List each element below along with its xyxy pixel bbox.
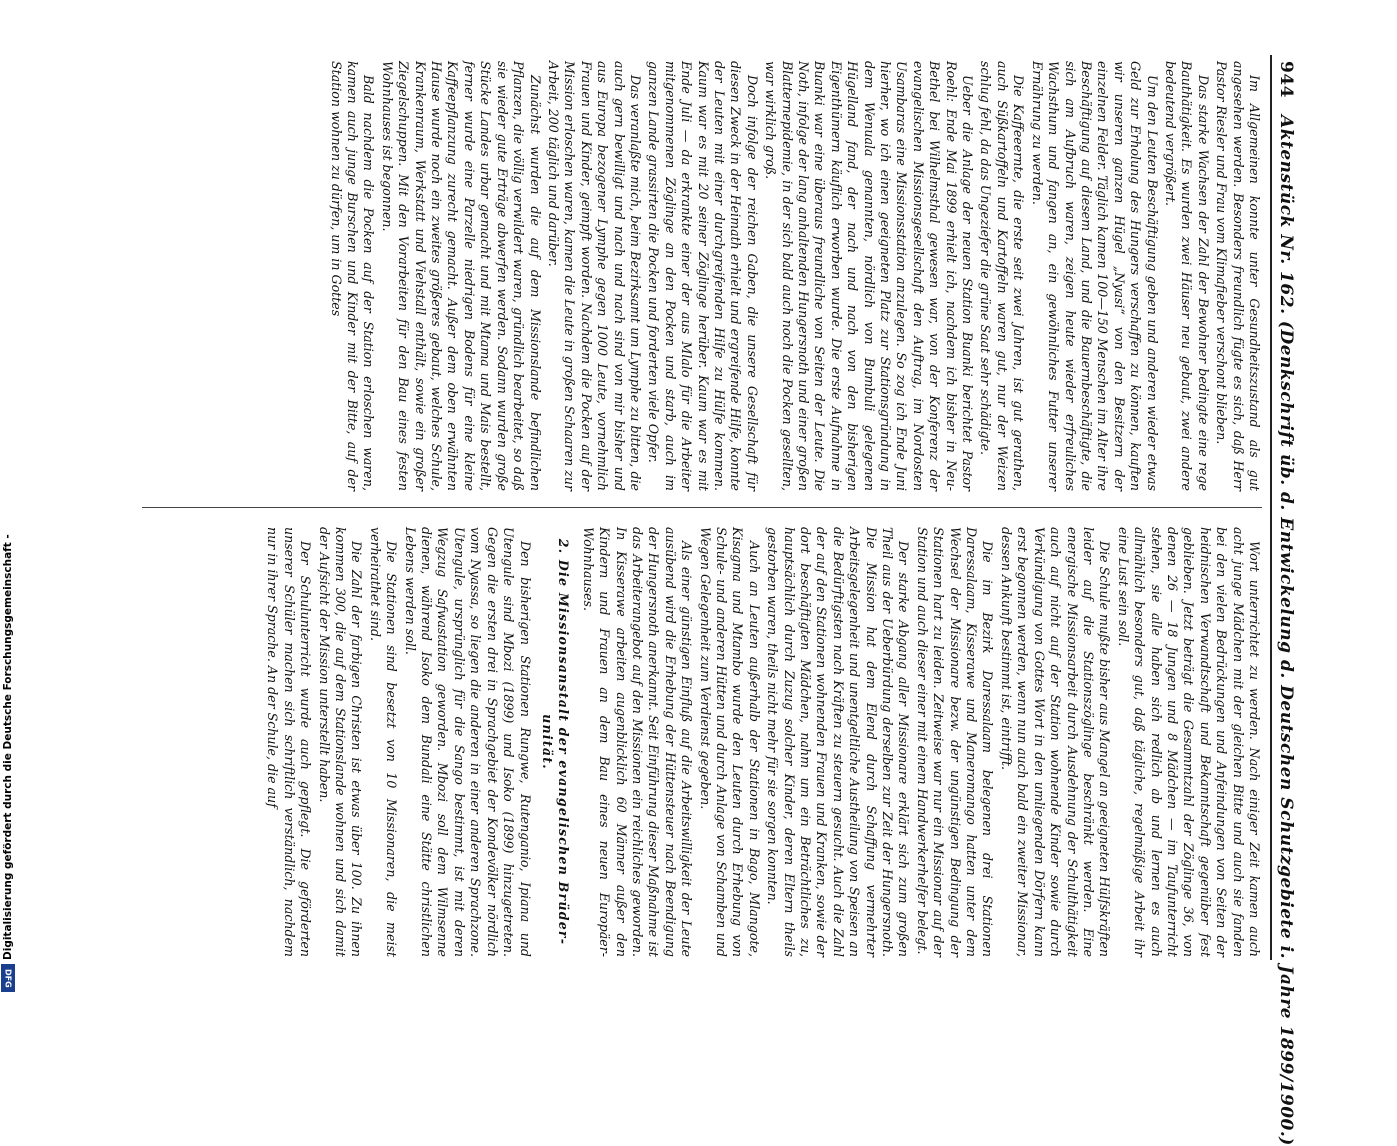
column-divider [142, 507, 1262, 508]
paragraph: Bald nachdem die Pocken auf der Station erloschen waren, kamen auch junge Burschen und Kinder mit der Bitte, auf der Station wohnen zu dürfen, um in Gottes [328, 61, 377, 491]
digitization-credit-strip [0, 0, 20, 1000]
paragraph: Das starke Wachsen der Zahl der Bewohner bedingte eine rege Bauthätigkeit. Es wurden zwei Häuser neu gebaut, zwei andere bedeutend vergrößert. [1162, 61, 1211, 491]
page-title: Aktenstück Nr. 162. (Denkschrift üb. d. Entwickelung d. Deutschen Schutzgebiete i. Jahre 1899/1900.) [1276, 115, 1296, 1146]
paragraph: Doch infolge der reichen Gaben, die unsere Gesellschaft für diesen Zweck in der Heimath erhielt und ergreifende Hilfe, konnte der Leuten mit einer durchgreifenden Hilfe zu Hülfe kommen. Kaum war es mit 20 seiner Zöglinge herüber. Kaum war es mit Ende Juli — da erkrankte einer der aus Mlalo für die Arbeiter mitgenommenen Zöglinge an den Pocken und starb, auch im ganzen Lande grassirten die Pocken und forderten viele Opfer. [646, 61, 760, 491]
paragraph: Die im Bezirk Daressalaam belegenen drei Stationen Daressalaam, Kisserawe und Maneromango hatten unter dem Wechsel der Missionare bezw. der ungünstigen Bedingung der Stationen hart zu leiden. Zeitweise war nur ein Missionar auf der Station und auch dieser einer mit einem Handwerkerhelfer belegt. [914, 527, 996, 957]
digitization-credit: Digitalisierung gefördert durch die Deutsche Forschungsgemeinschaft - [2, 534, 14, 960]
paragraph: Auch an Leuten außerhalb der Stationen in Bago, Mlangote, Kisagma und Mtambo wurde den Leuten durch Erhebung von Schule- und anderen Hütten und durch Anlage von Schamben und Wegen Gelegenheit zum Verdienst gegeben. [697, 527, 762, 957]
paragraph: Der starke Abgang aller Missionare erklärt sich zum großen Theil aus der Ueberbürdung derselben zur Zeit der Hungersnoth. Die Mission hat dem Elend durch Schaffung vermehrter Arbeitsgelegenheit und unentgeltliche Austheilung von Speisen an die Bedürftigsten nach Kräften zu steuern gesucht. Auch die Zahl der auf den Stationen wohnenden Frauen und Kranken, sowie der dort beschäftigten Mädchen, nahm um ein Beträchtliches zu, hauptsächlich durch Zuzug solcher Kinder, deren Eltern theils gestorben waren, theils nicht mehr für sie sorgen konnten. [765, 527, 912, 957]
section-heading: 2. Die Missionsanstalt der evangelischen Brüder-unität. [539, 538, 572, 946]
paragraph: Der Schulunterricht wurde auch gepflegt. Die geförderten unserer Schüler machen sich schriftlich verständlich, nachdem nur in ihrer Sprache. An der Schule, die auf [265, 527, 314, 957]
paragraph: Ueber die Anlage der neuen Station Buanki berichtet Pastor Roehl: Ende Mai 1899 erhielt ich, nachdem ich bisher in Neu-Bethel bei Wilhelmsthal gewesen war, von der Konferenz der evangelischen Missionsgesellschaft den Auftrag, im Nordosten Usambaras eine Missionsstation anzulegen. So zog ich Ende Juni hierher, wo ich einen geeigneten Platz zur Stationsgründung in dem Wenuala genannten, nördlich von Bumbuli gelegenen Hügelland fand, der nach und nach von den bisherigen Eigenthümern käuflich erworben wurde. Die erste Aufnahme in Buanki war eine überaus freundliche von Seiten der Leute. Die Noth, infolge der lang anhaltenden Hungersnoth und einer großen Blatternepidemie, in der sich bald auch noch die Pocken gesellten, war wirklich groß. [763, 61, 976, 491]
paragraph: Die Stationen sind besetzt von 10 Missionaren, die meist verheirathet sind. [367, 527, 400, 957]
paragraph: Als einer günstigen Einfluß auf die Arbeitswilligkeit der Leute ausübend wird die Erhebung der Hüttensteuer nach Beendigung der Hungersnoth anerkannt. Seit Einführung dieser Maßnahme ist das Arbeiterangebot auf den Missionen ein reichliches geworden. In Kisserawe arbeiten augenblicklich 60 Männer außer den Kindern und Frauen an dem Bau eines neuen Europäer-Wohnhauses. [580, 527, 695, 957]
dfg-logo: DFG [1, 964, 15, 992]
paragraph: Wort unterrichtet zu werden. Nach einiger Zeit kamen auch acht junge Mädchen mit der gleichen Bitte und auch sie fanden bei den vielen Bedrückungen und Anfeindungen von Seiten der heidnischen Verwandtschaft und Bekanntschaft gegenüber fest geblieben. Jetzt beträgt die Gesammtzahl der Zöglinge 36, von denen 26 — 18 Jungen und 8 Mädchen — im Taufunterricht stehen, sie alle haben sich redlich ab und lernen es auch allmählich besonders gut, daß tägliche, regelmäßige Arbeit ihr eine Lust sein soll. [1115, 527, 1262, 957]
left-column [325, 61, 1262, 491]
paragraph: Zunächst wurden die auf dem Missionslande befindlichen Pflanzen, die völlig verwildert waren, gründlich bearbeitet, so daß sie wieder gute Erträge abwerfen werden. Sodann wurden große Stücke Landes urbar gemacht und mit Mtama und Mais bestellt, ferner wurde eine Parzelle niedrigen Bodens für eine kleine Kaffeepflanzung zurecht gemacht. Außer dem oben erwähnten Hause wurde noch ein zweites größeres gebaut, welches Schule, Krankenraum, Werkstatt und Viehstall enthält, sowie ein großer Ziegelschuppen. Mit den Vorarbeiten für den Bau eines festen Wohnhauses ist begonnen. [379, 61, 543, 491]
paragraph: Die Schule mußte bisher aus Mangel an geeigneten Hülfskräften leider auf die Stationszöglinge beschränkt werden. Eine energische Missionsarbeit durch Ausdehnung der Schulthätigkeit auch auf nicht auf der Station wohnende Kinder sowie durch Verkündigung von Gottes Wort in den umliegenden Dörfern kann erst begonnen werden, wenn nun auch bald ein zweiter Missionar, dessen Ankunft bestimmt ist, eintrifft. [998, 527, 1113, 957]
page-number: 944 [1276, 61, 1296, 98]
paragraph: Um den Leuten Beschäftigung geben und anderen wieder etwas Geld zur Erholung des Hungers verschaffen zu können, kauften wir unseren ganzen Hügel „Nyasi“ von den Besitzern der einzelnen Felder. Täglich kamen 100—150 Menschen im Alter ihre Beschäftigung auf diesem Land, und die Bauernbeschäftigte, die sich am Aufbruch waren, zeigen heute wieder erfreuliches Wachsthum und fangen an, ein gewöhnliches Futter unserer Ernährung zu werden. [1029, 61, 1160, 491]
paragraph: Den bisherigen Stationen Rungwe, Rutenganio, Ipiana und Utengule sind Mbozi (1899) und Isoko (1899) hinzugetreten. Gegen die ersten drei in Sprachgebiet der Kondevölker nördlich vom Nyassa, so liegen die anderen in einer anderen Sprachzone. Utengule, ursprünglich für die Sango bestimmt, ist mit deren Wegzug Safwastation geworden. Mbozi soll dem Wilmsenne dienen, während Isoko dem Bundali eine Stätte christlichen Lebens werden soll. [402, 527, 533, 957]
paragraph: Im Allgemeinen konnte unter Gesundheitszustand als gut angesehen werden. Besonders freundlich fügte es sich, daß Herr Pastor Riesler und Frau vom Klimafieber verschont blieben. [1214, 61, 1262, 491]
page-header [1270, 55, 1298, 1146]
right-column [262, 527, 1262, 957]
paragraph: Die Kaffeeernte, die erste seit zwei Jahren, ist gut gerathen, auch Süßkartoffeln und Kartoffeln waren gut, nur der Weizen schlug fehl, da das Ungeziefer die grüne Saat sehr schädigte. [978, 61, 1027, 491]
paragraph: Das veranlaßte mich, beim Bezirksamt um Lymphe zu bitten, die auch gern bewilligt und nach und nach sind von mir bisher und aus Europa bezogener Lymphe gegen 1000 Leute, vornehmlich Frauen und Kinder, geimpft worden. Nachdem die Pocken auf der Mission erloschen waren, kamen die Leute in großen Schaaren zur Arbeit, 200 täglich und darüber. [545, 61, 643, 491]
rotated-content [118, 55, 1298, 1146]
paragraph: Die Zahl der farbigen Christen ist etwas über 100. Zu ihnen kommen 300, die auf dem Stationslande wohnen und sich damit der Aufsicht der Mission unterstellt haben. [316, 527, 365, 957]
